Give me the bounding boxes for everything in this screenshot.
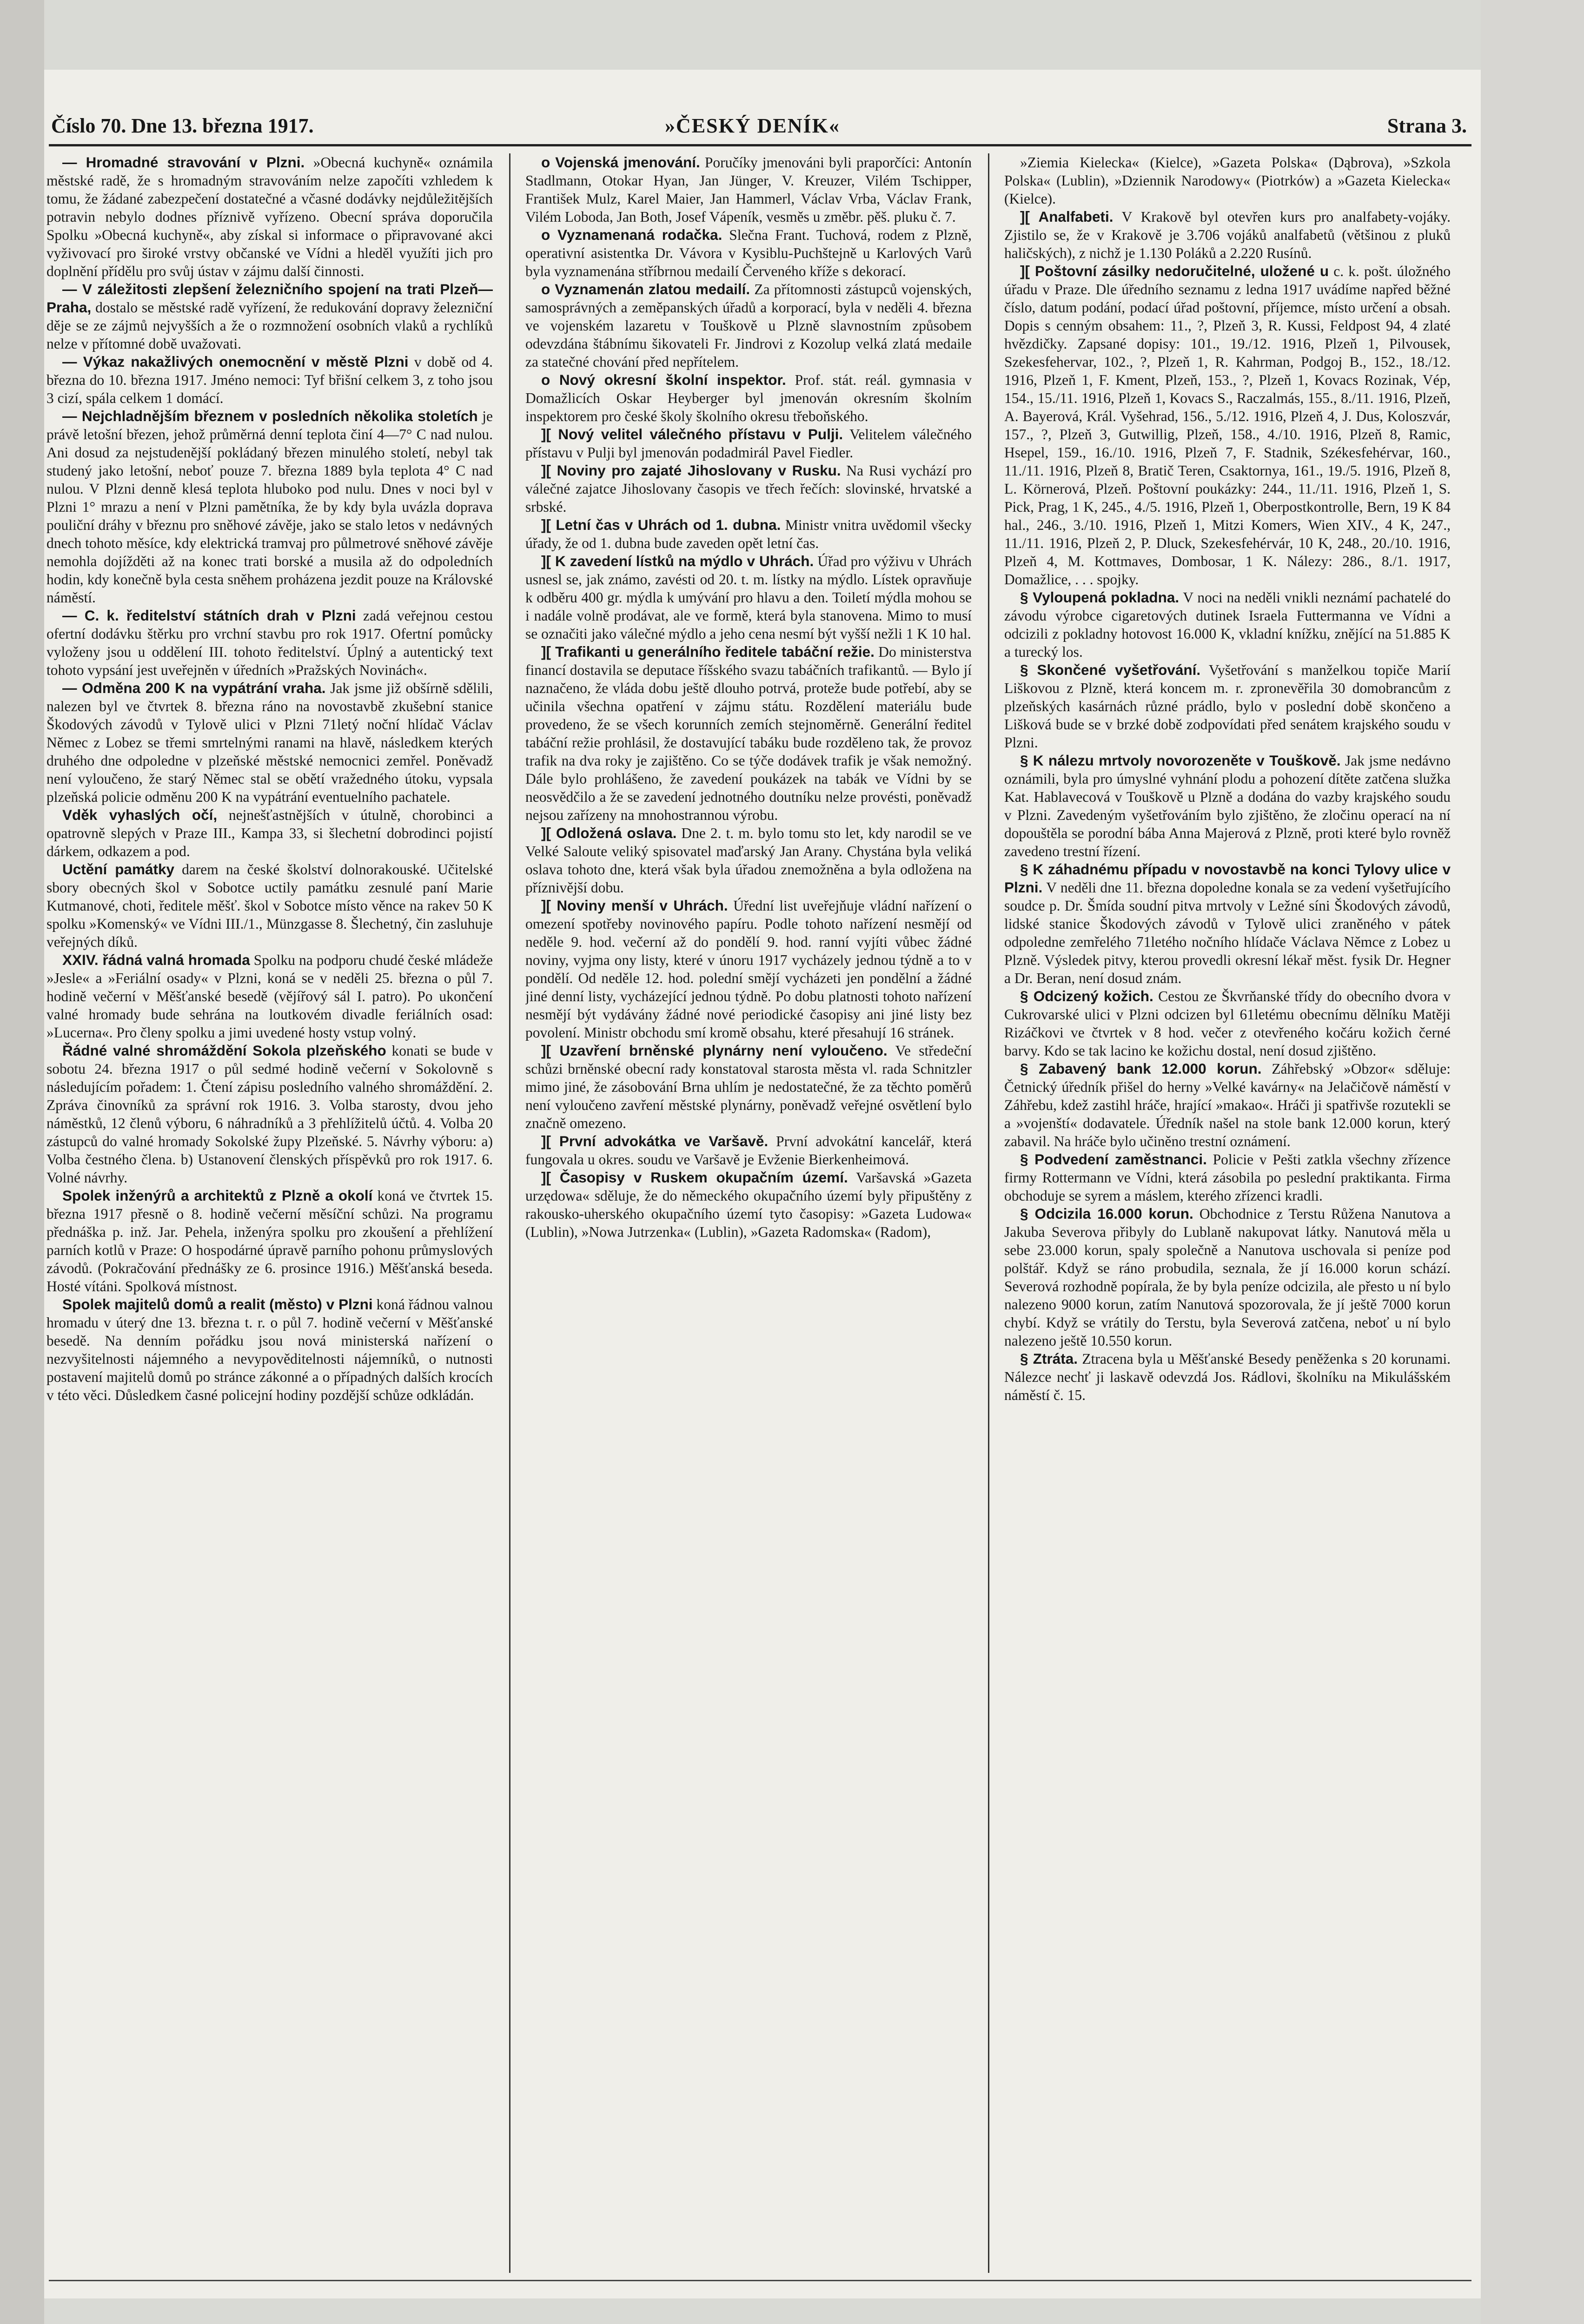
article-body: Slečna Frant. Tuchová, rodem z Plzně, operativní asistentka Dr. Vávora v Kysiblu-Puchštejně u Karlových Varů byla vyznamenána stříbrnou medailí Červeného kříže s dekorací. — [525, 227, 972, 279]
article-headline: § Vyloupená pokladna. — [1020, 589, 1180, 606]
article-body: Varšavská »Gazeta urzędowa« sděluje, že do německého okupačního území byly připuštěny z rakousko-uherského okupačního území tyto časopisy: »Gazeta Ludowa« (Lublin), »Nowa Jutrzenka« (Lublin), »Gazeta Radomska« (Radom), — [525, 1169, 972, 1240]
article-body: Dne 2. t. m. bylo tomu sto let, kdy narodil se ve Velké Saloute veliký spisovatel maďarský Jan Arany. Chystána byla veliká oslava tohoto dne, která však byla úřadou znemožněna a byla odložena na příznivější dobu. — [525, 825, 972, 896]
newspaper-title: »ČESKÝ DENÍK« — [665, 114, 840, 137]
article-headline: § K záhadnému případu v novostavbě na konci Tylovy ulice v Plzni. — [1004, 861, 1451, 896]
article — [46, 951, 493, 1042]
article-headline: Vděk vyhaslých očí, — [62, 806, 218, 823]
article-headline: § Odcizený kožich. — [1020, 988, 1153, 1004]
article-headline: Spolek inženýrů a architektů z Plzně a okolí — [62, 1187, 373, 1204]
article-body: V neděli dne 11. března dopoledne konala se za vedení vyšetřujícího soudce p. Dr. Šmída soudní pitva mrtvoly v Ležné síni Škodových závodů, lidské stanice Škodových závodů v Tylově ulici zraněného v pátek odpoledne zemřelého 71letého nočního hlídače Václava Němce z Lobez u Plzně. Výsledek pitvy, kterou provedli okresní lékař měst. fysik Dr. Hegner a Dr. Beran, není dosud znám. — [1004, 879, 1451, 986]
article — [46, 806, 493, 860]
article-headline: ][ Noviny menší v Uhrách. — [541, 897, 728, 914]
article — [525, 1042, 972, 1132]
article-headline: § Zabavený bank 12.000 korun. — [1020, 1060, 1262, 1077]
article-body: Poručíky jmenováni byli praporčíci: Antonín Stadlmann, Otokar Hyan, Jan Jünger, V. Kreuzer, Vilém Tschipper, František Mulz, Karel Maier, Jan Hammerl, Václav Vrba, Václav Frank, Vilém Loboda, Jan Both, Josef Vápeník, vesměs u změbr. pěš. pluku č. 7. — [525, 154, 972, 225]
article-headline: § K nálezu mrtvoly novorozeněte v Touškově. — [1020, 752, 1341, 769]
article — [46, 407, 493, 607]
article-body: Na Rusi vychází pro válečné zajatce Jihoslovany časopis ve třech řečích: slovinské, hrvatské a srbské. — [525, 462, 972, 515]
article-headline: o Vojenská jmenování. — [541, 154, 700, 171]
article-body: Cestou ze Škvrňanské třídy do obecního dvora v Cukrovarské ulici v Plzni odcizen byl 61letému obecnímu dělníku Matěji Rizáčkovi ve čtvrtek v 8 hod. večer z otevřeného kočáru kožich černé barvy. Kdo se tak lacino ke kožichu dostal, není dosud zjištěno. — [1004, 988, 1451, 1059]
article-body: Za přítomnosti zástupců vojenských, samosprávných a zeměpanských úřadů a korporací, byla v neděli 4. března ve vojenském lazaretu v Touškově u Plzně slavnostním způsobem odevzdána štábnímu šikovateli Fr. Jindrovi z Kozolup velká zlatá medaile za statečné chování před nepřítelem. — [525, 281, 972, 370]
article-body: Policie v Pešti zatkla všechny zřízence firmy Rottermann ve Vídni, která zásobila po peslední praktikanta. Firma obchoduje se syrem a máslem, kterého zřízenci kradli. — [1004, 1151, 1451, 1204]
article — [525, 643, 972, 824]
article — [46, 280, 493, 353]
article-body: Obchodnice z Terstu Růžena Nanutova a Jakuba Severova přibyly do Lublaně nakupovat látky. Nanutová měla u sebe 23.000 korun, spaly společně a Nanutova uschovala si peníze pod polštář. Když se ráno probudila, seznala, že jí 16.000 korun schází. Severová rozhodně popírala, že by byla peníze odcizila, ale přesto u ní bylo nalezeno 9000 korun, zatím Nanutová spozorovala, že jí ještě 7000 korun chybí. Když se vrátily do Terstu, byla Severová zatčena, neboť u ní bylo nalezeno ještě 10.550 korun. — [1004, 1206, 1451, 1349]
article-headline: ][ Analfabeti. — [1020, 208, 1113, 225]
article-body: V noci na neděli vnikli neznámí pachatelé do závodu výrobce cigaretových dutinek Israela Futtermanna ve Vídni a odcizili z pokladny hotovost 16.000 K, vkladní knížku, znějící na 51.885 K a turecký los. — [1004, 589, 1451, 660]
article-body: Úřední list uveřejňuje vládní nařízení o omezení spotřeby novinového papíru. Podle tohoto nařízení nesmějí od neděle 9. hod. večerní až do pondělí 9. hod. ranní vyjíti vůbec žádné noviny, vyjma ony listy, které v únoru 1917 vycházely jednou týdně a to v pondělí. Od neděle 12. hod. polední smějí vycházeti jen pondělní a žádné jiné denní listy, vycházející jednou týdně. Po dobu platnosti tohoto nařízení nesmějí být vydávány žádné nové periodické časopisy ani jiné listy bez povolení. Ministr obchodu smí kromě obsahu, které přesahují 16 stránek. — [525, 898, 972, 1041]
article — [46, 1187, 493, 1295]
article-headline: — Výkaz nakažlivých onemocnění v městě Plzni — [62, 353, 409, 370]
article-body: Záhřebský »Obzor« sděluje: Četnický úředník přišel do herny »Velké kavárny« na Jelačičově náměstí v Záhřebu, kdež zastihl hráče, hrající »makao«. Hráči ji spatřivše rozutekli se a »vojenští« dodavatele. Úředník našel na stole bank 12.000 korun, který zabavil. Na hráče bylo učiněno trestní oznámení. — [1004, 1061, 1451, 1149]
article — [525, 516, 972, 552]
article — [1004, 1350, 1451, 1404]
article-headline: § Podvedení zaměstnanci. — [1020, 1151, 1207, 1168]
article-headline: ][ Trafikanti u generálního ředitele tabáční režie. — [541, 643, 875, 660]
article-headline: ][ Noviny pro zajaté Jihoslovany v Rusku. — [541, 462, 841, 479]
article-headline: o Vyznamenaná rodačka. — [541, 226, 722, 243]
article — [525, 280, 972, 371]
article — [46, 1042, 493, 1187]
article — [46, 153, 493, 280]
article-body: První advokátní kancelář, která fungovala u okres. soudu ve Varšavě je Evženie Bierkenheimová. — [525, 1133, 972, 1168]
article-headline: ][ Časopisy v Ruskem okupačním území. — [541, 1169, 848, 1186]
column-divider — [509, 153, 510, 2273]
article-headline: — C. k. ředitelství státních drah v Plzni — [62, 607, 356, 624]
article-headline: ][ K zavedení lístků na mýdlo v Uhrách. — [541, 553, 814, 569]
article — [46, 679, 493, 806]
article-body: Jak jsme již obšírně sdělili, nalezen byl ve čtvrtek 8. března ráno na novostavbě zkušební stanice Škodových závodů v Tylově ulici v Plzni 71letý noční hlídač Václav Němec z Lobez se třemi smrtelnými ranami na hlavě, následkem kterých druhého dne odpoledne v plzeňské městské nemocnici zemřel. Poněvadž není vyloučeno, že starý Němec stal se obětí vražedného útoku, vypsala plzeňská policie odměnu 200 K na vypátrání eventuelního pachatele. — [46, 680, 493, 805]
column-1 — [46, 153, 493, 2273]
article — [46, 353, 493, 407]
article — [525, 462, 972, 516]
article — [525, 226, 972, 280]
article — [46, 860, 493, 951]
article — [525, 371, 972, 425]
article — [1004, 860, 1451, 987]
article-body: darem na české školství dolnorakouské. Učitelské sbory obecných škol v Sobotce uctily památku zesnulé paní Marie Kutmanové, choti, ředitele měšť. škol v Sobotce místo věnce na rakev 50 K spolku »Komenský« ve Vídni III./1., Münzgasse 8. Šlechetný, čin zasluhuje veřejných díků. — [46, 861, 493, 950]
article — [1004, 1205, 1451, 1350]
header-rule — [49, 144, 1471, 146]
article-body: c. k. pošt. úložného úřadu v Praze. Dle úředního seznamu z ledna 1917 uvádíme napřed běžné číslo, datum podání, podací úřad poštovní, příjemce, místo určení a obsah. Dopis s cenným obsahem: 11., ?, Plzeň 3, R. Kussi, Feldpost 94, 4 zlaté hvězdičky. Zapsané dopisy: 101., 19./12. 1916, Plzeň 1, Pilvousek, Szekesfehervar, 102., ?, Plzeň 1, R. Kahrman, Podgoj B., 152., 18./12. 1916, Plzeň 1, F. Kment, Plzeň, 153., ?, Plzeň 1, Kovacs Rozinak, Vép, 154., 15./11. 1916, Plzeň 1, Kovacs S., Raczalmás, 155., 8./11. 1916, Plzeň, A. Bayerová, Král. Vyšehrad, 156., 5./12. 1916, Plzeň 4, J. Dus, Koloszvár, 157., ?, Plzeň 3, Gutwillig, Plzeň, 158., 4./10. 1916, Plzeň 8, Ramic, Hsepel, 159., 16./10. 1916, Plzeň 7, F. Stadnik, Székesfehérvar, 160., 11./11. 1916, Plzeň 8, Bratič Teren, Csaktornya, 161., 19./5. 1916, Plzeň 8, L. Körnerová, Plzeň. Poštovní poukázky: 244., 11./11. 1916, Plzeň 1, S. Pick, Prag, 1 K, 245., 4./5. 1916, Plzeň 1, Oberpostkontrolle, Bern, 19 K 84 hal., 246., 3./10. 1916, Plzeň 1, Mitzi Komers, Wien XIV., 4 K, 247., 11./11. 1916, Plzeň 2, P. Dluck, Szekesfehérvár, 10 K, 248., 20./10. 1916, Plzeň 4, M. Kottmaves, Dombosar, 1 K. Nálezy: 286., 8./1. 1917, Domažlice, . . . spojky. — [1004, 263, 1451, 588]
article-body: konati se bude v sobotu 24. března 1917 o půl sedmé hodině večerní v Sokolovně s následujícím pořadem: 1. Čtení zápisu posledního valného shromáždění. 2. Zpráva činovníků za správní rok 1916. 3. Volba starosty, dvou jeho náměstků, 12 členů výboru, 6 náhradníků a 3 přehlížitelů účtů. 4. Volba 20 zástupců do valné hromady Sokolské župy Plzeňské. 5. Návrhy výboru: a) Volba čestného člena. b) Ustanovení členských příspěvků pro rok 1917. 6. Volné návrhy. — [46, 1043, 493, 1186]
article-body: Ministr vnitra uvědomil všecky úřady, že od 1. dubna bude zaveden opět letní čas. — [525, 517, 972, 551]
article — [1004, 752, 1451, 860]
article-body: »Obecná kuchyně« oznámila městské radě, že s hromadným stravováním nelze započíti vzhledem k tomu, že žádané zabezpečení dostatečné a včasné dodávky nejdůležitějších potravin nebylo dodnes příznivě vyřízeno. Obecní správa doporučila Spolku »Obecná kuchyně«, aby získal si informace o připravované akci vyživovací pro široké vrstvy občanské ve Vídni a hleděl využíti jich pro doplnění přídělu pro svůj ústav v zájmu další činnosti. — [46, 154, 493, 279]
article-headline: o Nový okresní školní inspektor. — [541, 371, 786, 388]
article-body: Velitelem válečného přístavu v Pulji byl jmenován podadmirál Pavel Fiedler. — [525, 426, 972, 461]
article-headline: — V záležitosti zlepšení železničního spojení na trati Plzeň—Praha, — [46, 281, 493, 316]
article — [1004, 661, 1451, 752]
column-divider — [988, 153, 989, 2273]
column-2 — [525, 153, 972, 2273]
article-body: Vyšetřování s manželkou topiče Marií Liškovou z Plzně, která koncem m. r. zpronevěřila 30 domobrancům z plzeňských kasárnách různé prádlo, bylo v poslední době skončeno a Lišková bude se v brzké době zodpovídati před senátem krajského soudu v Plzni. — [1004, 662, 1451, 751]
article — [525, 425, 972, 462]
article-headline: o Vyznamenán zlatou medailí. — [541, 281, 750, 297]
article — [525, 153, 972, 226]
article — [525, 897, 972, 1042]
article-headline: ][ První advokátka ve Varšavě. — [541, 1133, 769, 1149]
article — [1004, 208, 1451, 262]
article-headline: Řádné valné shromáždění Sokola plzeňského — [62, 1042, 386, 1059]
article — [525, 824, 972, 897]
article — [46, 607, 493, 679]
article-headline: — Hromadné stravování v Plzni. — [62, 154, 305, 171]
right-margin — [1481, 0, 1584, 2324]
page-number: Strana 3. — [1387, 114, 1467, 137]
article-headline: § Odcizila 16.000 korun. — [1020, 1205, 1193, 1222]
article-body: dostalo se městské radě vyřízení, že redukování dopravy železniční děje se ze zájmů nejvyšších a že o rozmnožení osobních vlaků a rychlíků nelze v přítomné době uvažovati. — [46, 299, 493, 352]
article — [1004, 1060, 1451, 1150]
article-headline: XXIV. řádná valná hromada — [62, 951, 250, 968]
article-headline: § Ztráta. — [1020, 1350, 1078, 1367]
article-body: Spolku na podporu chudé české mládeže »Jesle« a »Feriální osady« v Plzni, koná se v neděli 25. března o půl 7. hodině večerní v Měšťanské besedě (vějířový sál I. patro). Po ukončení valné hromady bude sehrána na loutkovém divadle feriálních osad: »Lucerna«. Pro členy spolku a jimi uvedené hosty vstup volný. — [46, 952, 493, 1041]
article — [525, 1169, 972, 1241]
article-headline: Spolek majitelů domů a realit (město) v Plzni — [62, 1296, 373, 1313]
article-body: »Ziemia Kielecka« (Kielce), »Gazeta Polska« (Dąbrova), »Szkola Polska« (Lublin), »Dziennik Narodowy« (Piotrków) a »Gazeta Kielecka« (Kielce). — [1004, 154, 1451, 207]
article-headline: ][ Poštovní zásilky nedoručitelné, uložené u — [1020, 263, 1329, 279]
article-headline: § Skončené vyšetřování. — [1020, 661, 1201, 678]
article — [1004, 262, 1451, 588]
page-header — [49, 114, 1471, 142]
article-body: koná ve čtvrtek 15. března 1917 přesně o 8. hodině večerní měsíční schůzi. Na programu přednáška p. inž. Jar. Pehela, inženýra spolku pro zkoušení a přehlížení parních kotlů v Praze: O hospodárné úpravě parního pohonu průmyslových závodů. (Pokračování přednášky ze 6. prosince 1916.) Měšťanská beseda. Hosté vítáni. Spolková místnost. — [46, 1188, 493, 1294]
article — [1004, 153, 1451, 208]
article-body: Prof. stát. reál. gymnasia v Domažlicích Oskar Heyberger byl jmenován okresním školním inspektorem pro české školy školního okresu třeboňského. — [525, 372, 972, 424]
article — [1004, 1150, 1451, 1205]
article-headline: ][ Nový velitel válečného přístavu v Pulji. — [541, 426, 843, 442]
article-headline: ][ Odložená oslava. — [541, 825, 677, 841]
article — [525, 1132, 972, 1169]
column-3 — [1004, 153, 1451, 2273]
footer-rule — [49, 2280, 1471, 2281]
article — [1004, 987, 1451, 1060]
article-body: je právě letošní březen, jehož průměrná denní teplota činí 4—7° C nad nulou. Ani dosud za nejstudenější pokládaný březen minulého století, nebyl tak studený jako letošní, neboť pouze 7. března 1889 byla teplota 4° C nad nulou. V Plzni denně klesá teplota hluboko pod nulu. Dnes v noci byl v Plzni 1° mrazu a není v Plzni pamětníka, že by kdy byla uvázla doprava pouliční dráhy v březnu pro sněhové závěje, jako se stalo letos v nedávných dnech tohoto měsíce, kdy elektrická tramvaj pro půlmetrové sněhové závěje nemohla dojížděti až na konec trati borské a musila až do odpoledních hodin, kdy konečně byla cesta sněhem proházena jezdit pouze na Královské náměstí. — [46, 408, 493, 606]
issue-date: Číslo 70. Dne 13. března 1917. — [51, 114, 314, 137]
article-body: Jak jsme nedávno oznámili, byla pro úmyslné vyhnání plodu a pohození dítěte zatčena služka Kat. Hablavecová v Touškově u Plzně a dodána do vazby krajského soudu v Plzni. Zavedeným vyšetřováním bylo zjištěno, že zločinu operací na ní dopouštěla se porodní bába Anna Majerová z Plzně, proti které bylo rovněž zavedeno trestní řízení. — [1004, 753, 1451, 859]
article-headline: Uctění památky — [62, 861, 175, 878]
article-headline: ][ Letní čas v Uhrách od 1. dubna. — [541, 516, 781, 533]
article-body: v době od 4. března do 10. března 1917. Jméno nemoci: Tyf břišní celkem 3, z toho jsou 3 cizí, spála celkem 1 domácí. — [46, 354, 493, 406]
article-headline: ][ Uzavření brněnské plynárny není vyloučeno. — [541, 1042, 888, 1059]
article — [46, 1295, 493, 1404]
left-page-bleed — [0, 0, 44, 2324]
article-body: Ztracena byla u Měšťanské Besedy peněženka s 20 korunami. Nálezce nechť ji laskavě odevzdá Jos. Rádlovi, školníku na Mikulášském náměstí č. 15. — [1004, 1351, 1451, 1403]
article-body: Úřad pro výživu v Uhrách usnesl se, jak známo, zavésti od 20. t. m. lístky na mýdlo. Lístek opravňuje k odběru 400 gr. mýdla k umývání pro hlavu a den. Toiletí mýdla mohou se i nadále volně prodávat, ale ve formě, která byla stanovena. Mimo to musí se označiti jako válečné mýdlo a jeho cena nesmí být vyšší nežli 1 K 10 hal. — [525, 553, 972, 642]
article-body: Do ministerstva financí dostavila se deputace říšského svazu tabáčních trafikantů. — Bylo jí naznačeno, že vláda dobu ještě dlouho potrvá, proteže bude potřebí, aby se učinila všechna opatření v zájmu státu. Rozdělení materiálu bude provedeno, že se všech korunních zemích stejnoměrně. Generální ředitel tabáční režie prohlásil, že dostavující tabáku bude rozděleno tak, že provoz trafik na dva roky je zajištěno. Co se týče dodávek trafik je však nemožný. Dále bylo prohlášeno, že zavedení poukázek na tabák ve Vídni by se neosvědčilo a že se zavedení jednotného doutníku nelze provésti, poněvadž nejsou zařízeny na mnohostrannou výrobu. — [525, 644, 972, 823]
article-headline: — Odměna 200 K na vypátrání vraha. — [62, 680, 326, 696]
article-body: V Krakově byl otevřen kurs pro analfabety-vojáky. Zjistilo se, že v Krakově je 3.706 vojáků analfabetů (většinou z pluků haličských), z nichž je 1.130 Poláků a 2.220 Rusínů. — [1004, 209, 1451, 261]
article-body: Ve středeční schůzi brněnské obecní rady konstatoval starosta města vl. rada Schnitzler mimo jiné, že zásobování Brna uhlím je nedostatečné, že za těchto poměrů není vyloučeno zavření městské plynárny, poněvadž veřejné osvětlení bylo značně omezeno. — [525, 1043, 972, 1131]
article — [525, 552, 972, 643]
article-headline: — Nejchladnějším březnem v posledních několika stoletích — [62, 408, 478, 424]
newspaper-page — [44, 70, 1481, 2298]
article — [1004, 588, 1451, 661]
article-body: koná řádnou valnou hromadu v úterý dne 13. března t. r. o půl 7. hodině večerní v Měšťanské besedě. Na denním pořádku jsou nová ministerská nařízení o nezvyšitelnosti nájemného a nevypověditelnosti nájemníků, o nutnosti postavení majitelů domů po stránce zákonné a o případných dalších krocích v této věci. Důsledkem časné policejní hodiny pozdější schůze odkládán. — [46, 1296, 493, 1403]
article-body: zadá veřejnou cestou ofertní dodávku štěrku pro vrchní stavbu pro rok 1917. Ofertní pomůcky vyloženy jsou u oddělení III. tohoto ředitelství. Úplný a autentický text tohoto vypsání jest uveřejněn v úředních »Pražských Novinách«. — [46, 607, 493, 678]
article-body: nejnešťastnějších v útulně, chorobinci a opatrovně slepých v Praze III., Kampa 33, si šlechetní dobrodinci pojistí dárkem, odkazem a pod. — [46, 807, 493, 859]
